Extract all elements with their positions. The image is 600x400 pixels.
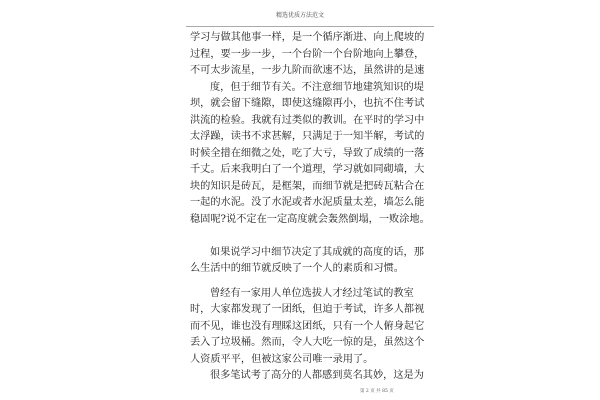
paragraph-3: 如果说学习中细节决定了其成就的高度的话，那么生活中的细节就反映了一个人的素质和习惯。 [190,246,424,274]
paragraph-spacer [190,228,430,245]
paragraph-2: 度，但于细节有关。不注意细节地建筑知识的堤坝，就会留下缝隙，即使这缝隙再小，也抗不住考试洪流的检验。我就有过类似的教训。在平时的学习中太浮躁，读书不求甚解，只满足于一知半解，考试的时候全措在细微之处，吃了大亏，导致了成绩的一落千丈。后来我明白了一个道理，学习就如同砌墙，大块的知识是砖瓦，是框架，而细节就是把砖瓦粘合在一起的水泥。没了水泥或者水泥质量太差，墙怎么能稳固呢?说不定在一定高度就会轰然倒塌，一败涂地。 [190,81,430,225]
paragraph-4: 曾经有一家用人单位选拔人才经过笔试的教室时，大家都发现了一团纸，但迫于考试，许多人都视而不见，谁也没有理睬这团纸，只有一个人俯身起它丢入了垃圾桶。然而，令人大吃一惊的是，虽然这个人资质平平，但被这家公司唯一录用了。 [190,287,425,365]
page-header: 精选优质方法范文 [275,12,324,19]
paragraph-5: 很多笔试考了高分的人都感到莫名其妙，这是为 [210,370,424,381]
header-divider [186,26,434,27]
paragraph-1: 学习与做其他事一样，是一个循序渐进、向上爬坡的过程，要一步一步，一个台阶一个台阶地向上攀登，不可太步流星，一步九阶而欲速不达，虽然讲的是速 [190,32,425,76]
document-body [190,30,430,385]
page-number: 第 2 页 共 85 页 [360,389,394,394]
